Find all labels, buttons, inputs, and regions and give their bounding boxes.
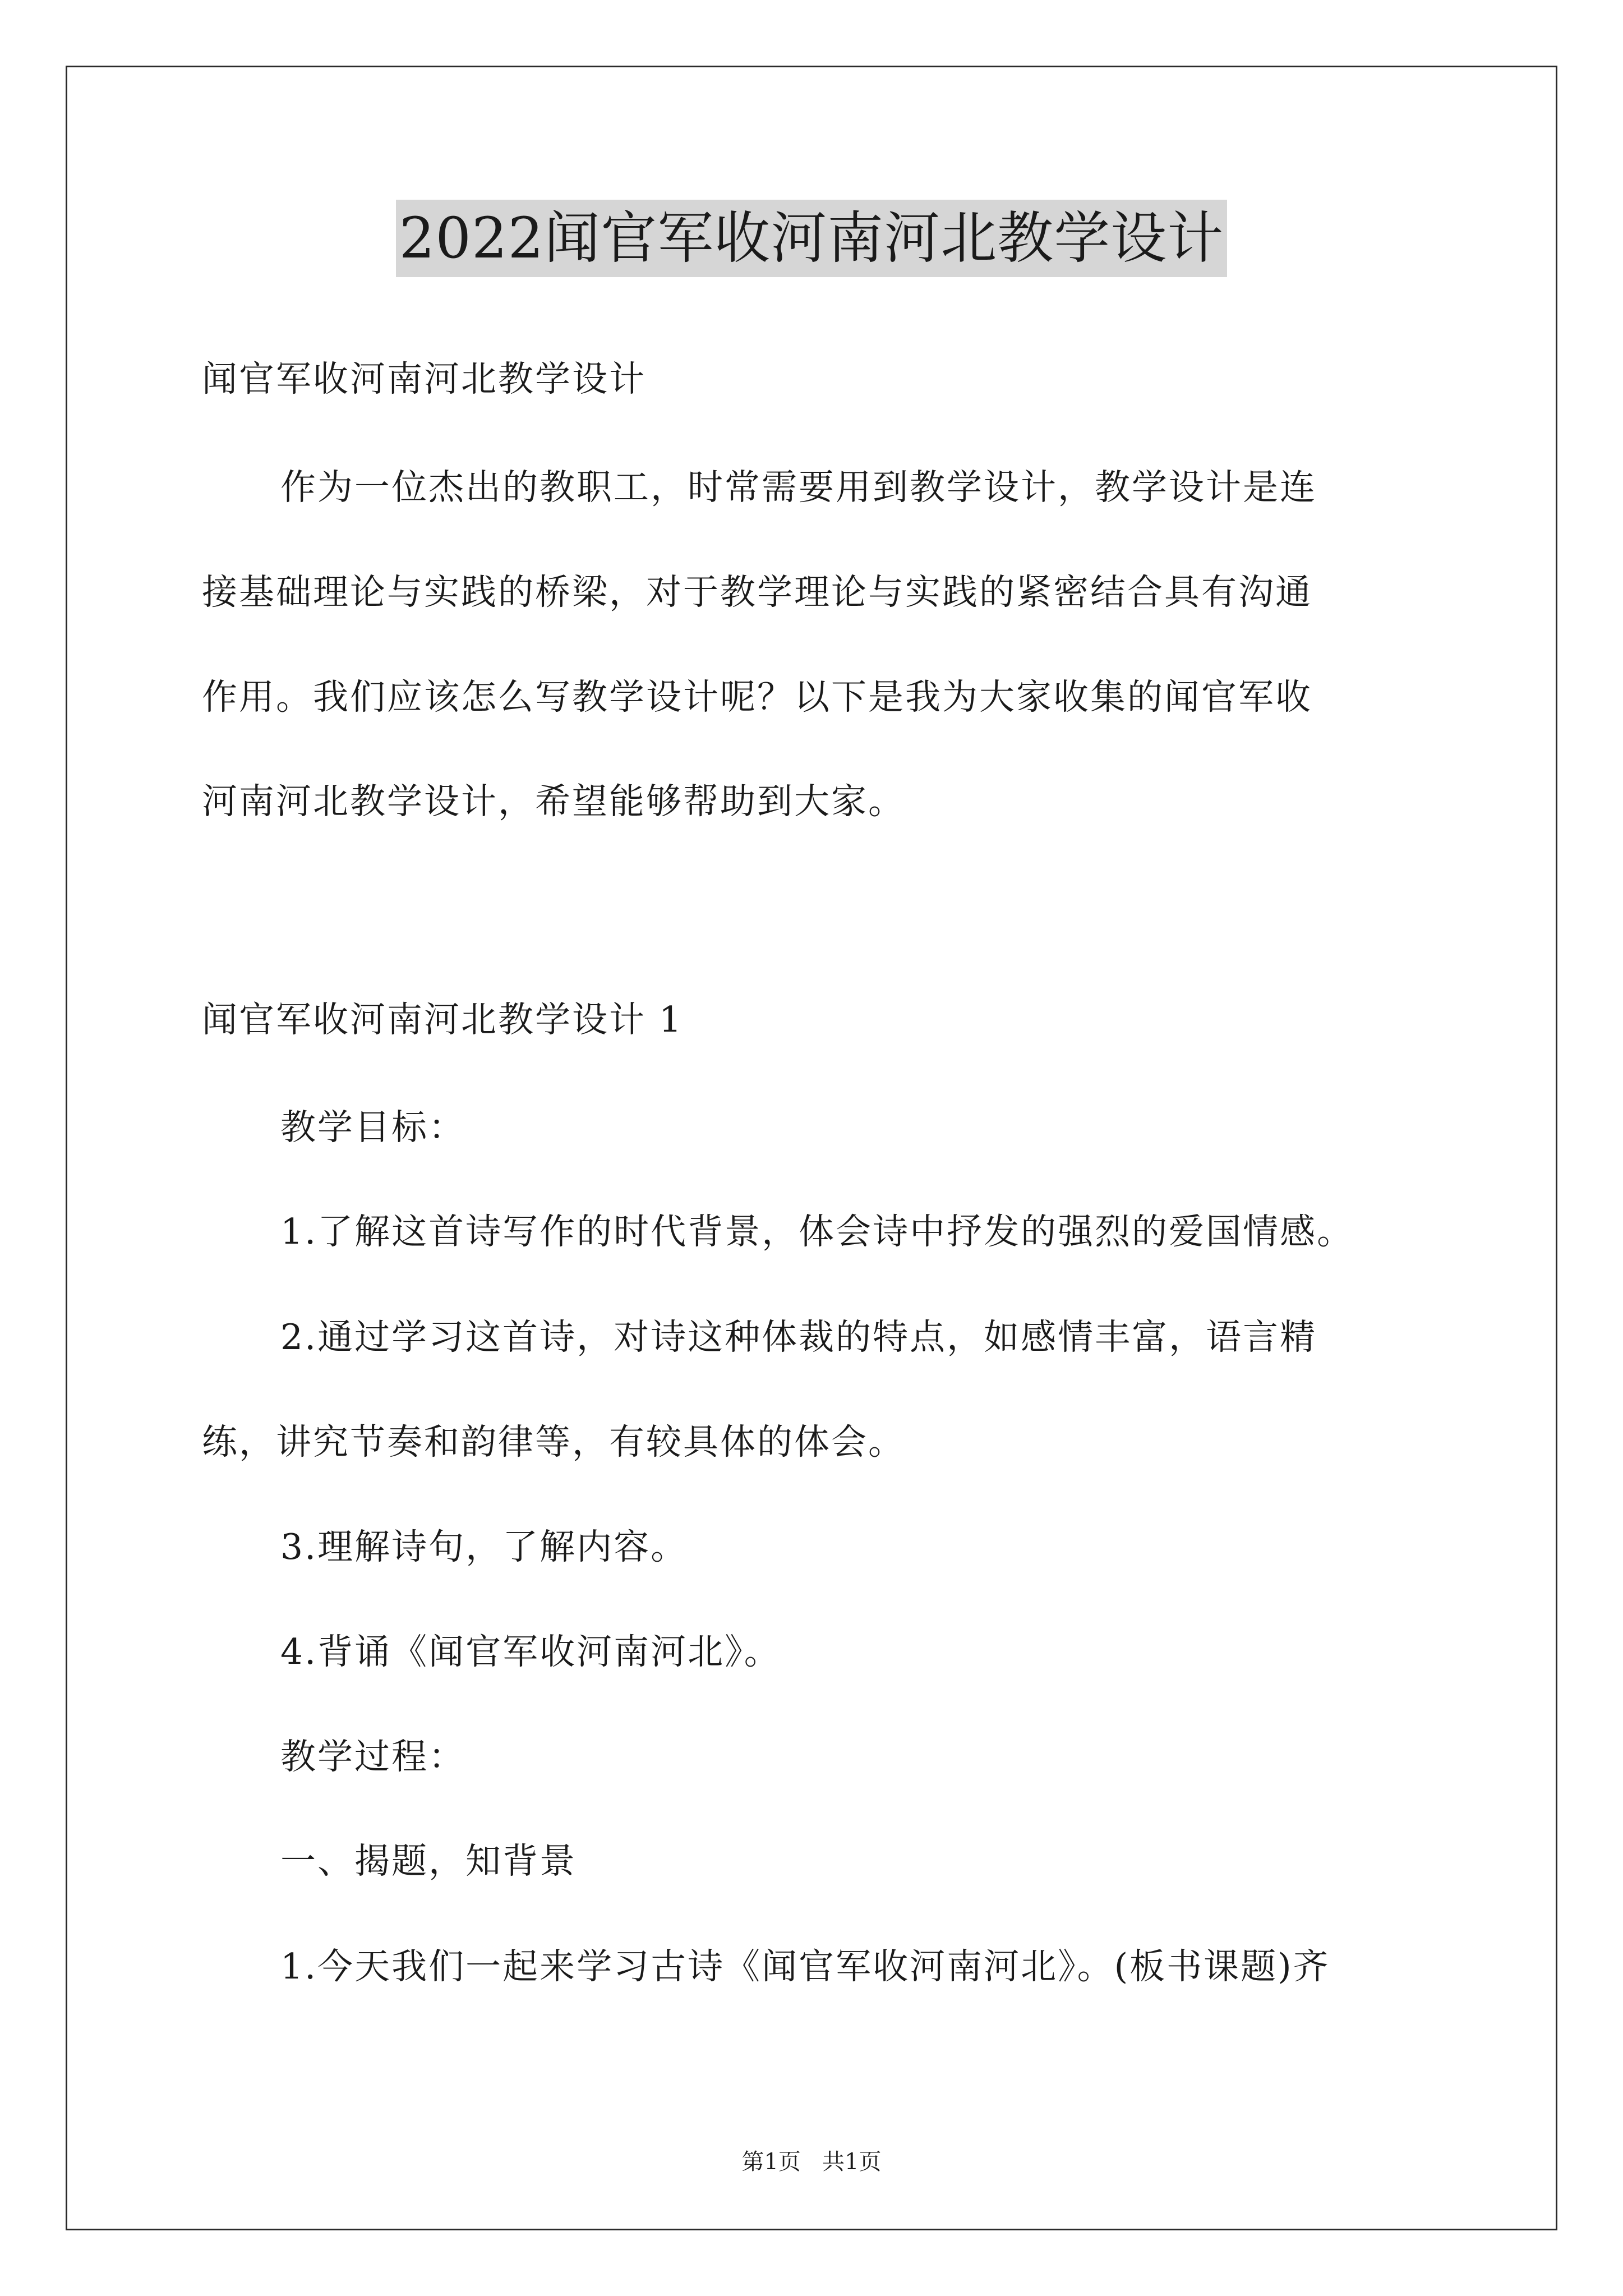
document-title: 2022闻官军收河南河北教学设计 <box>396 200 1228 277</box>
goal-item-2-continued: 练，讲究节奏和韵律等，有较具体的体会。 <box>202 1421 905 1462</box>
intro-line-3: 作用。我们应该怎么写教学设计呢？以下是我为大家收集的闻官军收 <box>202 677 1312 717</box>
goal-item-1: 1.了解这首诗写作的时代背景，体会诗中抒发的强烈的爱国情感。 <box>280 1211 1354 1252</box>
page-footer: 第1页 共1页 <box>741 2149 882 2175</box>
goal-item-4: 4.背诵《闻官军收河南河北》。 <box>280 1631 781 1672</box>
goals-heading: 教学目标： <box>280 1107 465 1148</box>
section-heading: 闻官军收河南河北教学设计 1 <box>202 999 684 1040</box>
title-block <box>0 200 1623 277</box>
goal-item-3: 3.理解诗句，了解内容。 <box>280 1526 688 1567</box>
intro-line-1: 作为一位杰出的教职工，时常需要用到教学设计，教学设计是连 <box>280 467 1317 508</box>
intro-line-4: 河南河北教学设计，希望能够帮助到大家。 <box>202 781 905 822</box>
intro-line-2: 接基础理论与实践的桥梁，对于教学理论与实践的紧密结合具有沟通 <box>202 572 1312 613</box>
subtitle: 闻官军收河南河北教学设计 <box>202 358 646 399</box>
process-heading: 教学过程： <box>280 1736 465 1777</box>
goal-item-2: 2.通过学习这首诗，对诗这种体裁的特点，如感情丰富，语言精 <box>280 1317 1317 1358</box>
step-text: 1.今天我们一起来学习古诗《闻官军收河南河北》。(板书课题)齐 <box>280 1946 1330 1987</box>
step-heading: 一、揭题，知背景 <box>280 1841 577 1881</box>
